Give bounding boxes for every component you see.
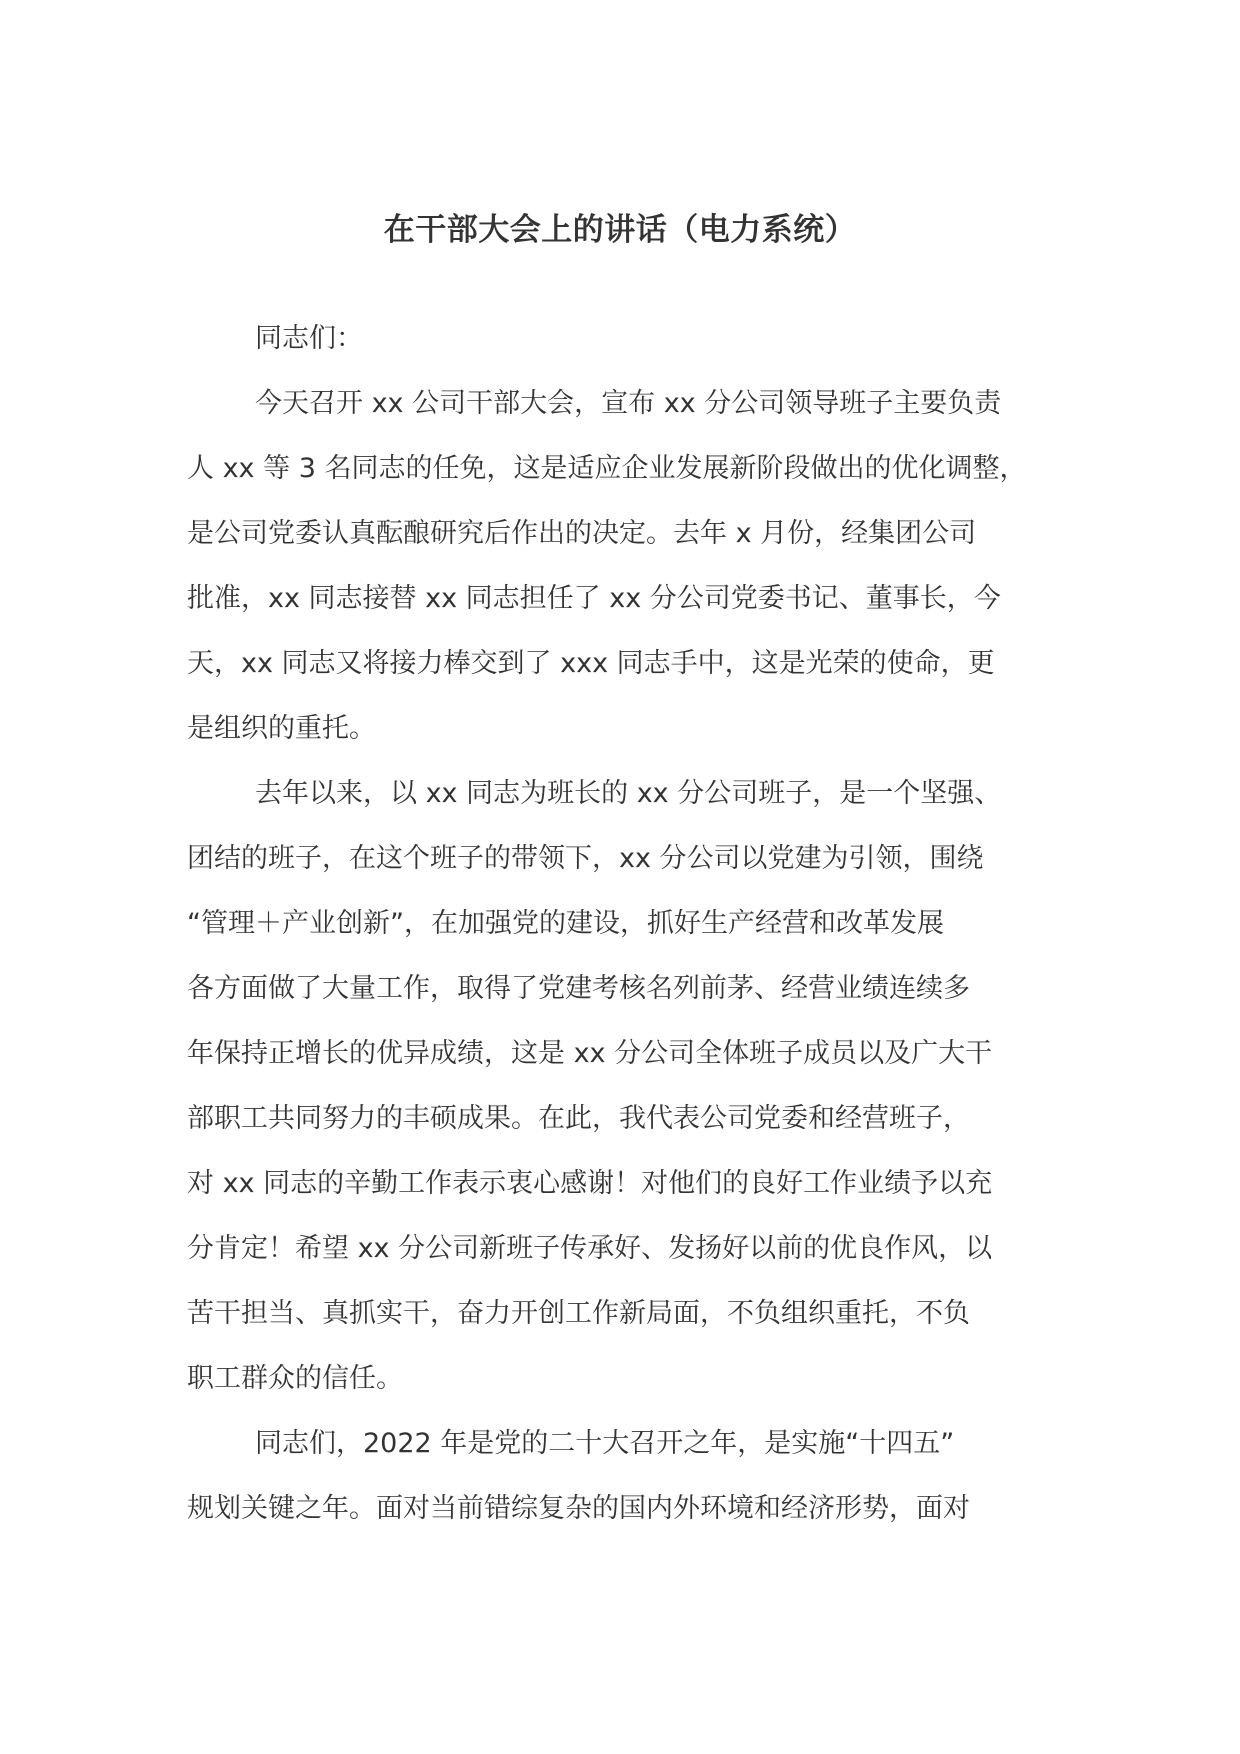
paragraph-line: 今天召开 xx 公司干部大会，宣布 xx 分公司领导班子主要负责 — [255, 388, 1002, 419]
paragraph-line: 批准，xx 同志接替 xx 同志担任了 xx 分公司党委书记、董事长，今 — [187, 583, 1001, 614]
paragraph-line: 天，xx 同志又将接力棒交到了 xxx 同志手中，这是光荣的使命，更 — [187, 648, 995, 679]
paragraph-line: 苦干担当、真抓实干，奋力开创工作新局面，不负组织重托，不负 — [187, 1298, 970, 1329]
paragraph-line: 对 xx 同志的辛勤工作表示衷心感谢！对他们的良好工作业绩予以充 — [187, 1168, 993, 1199]
paragraph-line: 是公司党委认真酝酿研究后作出的决定。去年 x 月份，经集团公司 — [187, 518, 977, 549]
salutation-line: 同志们： — [255, 323, 363, 354]
paragraph-line: 规划关键之年。面对当前错综复杂的国内外环境和经济形势，面对 — [187, 1493, 970, 1524]
paragraph-line: 职工群众的信任。 — [187, 1363, 403, 1394]
paragraph-line: 年保持正增长的优异成绩，这是 xx 分公司全体班子成员以及广大干 — [187, 1038, 993, 1069]
paragraph-line: 团结的班子，在这个班子的带领下，xx 分公司以党建为引领，围绕 — [187, 843, 984, 874]
paragraph-line: 是组织的重托。 — [187, 713, 376, 744]
paragraph-line: 去年以来，以 xx 同志为班长的 xx 分公司班子，是一个坚强、 — [255, 778, 1002, 809]
paragraph-line: 各方面做了大量工作，取得了党建考核名列前茅、经营业绩连续多 — [187, 973, 970, 1004]
document-body — [187, 306, 1072, 1541]
paragraph-line: 同志们，2022 年是党的二十大召开之年，是实施“十四五” — [255, 1428, 955, 1459]
paragraph-line: “管理＋产业创新”，在加强党的建设，抓好生产经营和改革发展 — [187, 908, 944, 939]
paragraph-line: 分肯定！希望 xx 分公司新班子传承好、发扬好以前的优良作风，以 — [187, 1233, 993, 1264]
paragraph-line: 部职工共同努力的丰硕成果。在此，我代表公司党委和经营班子， — [187, 1103, 970, 1134]
paragraph-line: 人 xx 等 3 名同志的任免，这是适应企业发展新阶段做出的优化调整， — [187, 453, 1027, 484]
document-title: 在干部大会上的讲话（电力系统） — [383, 212, 857, 248]
